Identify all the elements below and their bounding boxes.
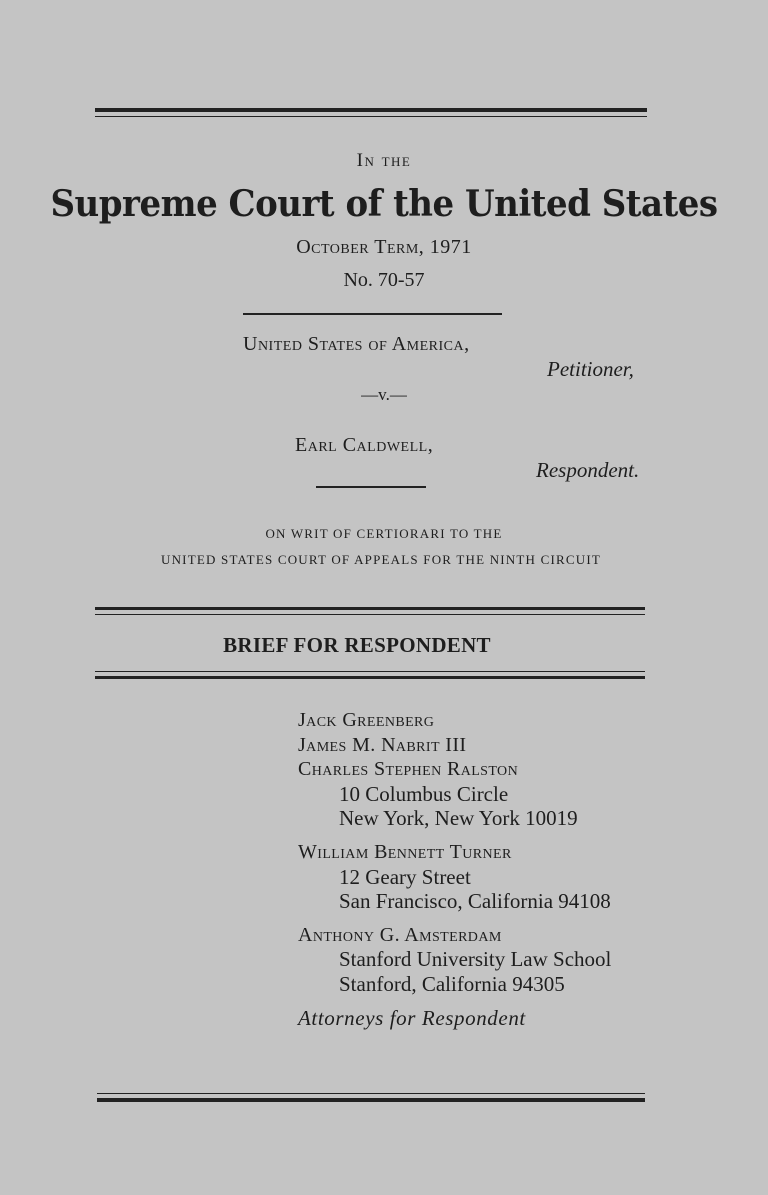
address-line: Stanford, California 94305 bbox=[339, 971, 565, 996]
petitioner-role: Petitioner, bbox=[547, 357, 634, 381]
bottom-thin-rule bbox=[97, 1093, 645, 1094]
attorney-group-2 bbox=[298, 840, 611, 914]
attorney-name: Jack Greenberg bbox=[298, 709, 435, 731]
top-thin-rule bbox=[95, 116, 647, 117]
attorney-name: William Bennett Turner bbox=[298, 840, 512, 863]
title-bottom-rule-thin bbox=[95, 671, 645, 672]
short-rule-1 bbox=[243, 313, 502, 315]
attorney-name: Anthony G. Amsterdam bbox=[298, 923, 502, 946]
in-the-label: In the bbox=[356, 150, 412, 171]
respondent-role: Respondent. bbox=[536, 458, 640, 482]
versus-label: —v.— bbox=[361, 385, 407, 404]
attorney-group-1 bbox=[298, 708, 611, 831]
short-rule-2 bbox=[316, 486, 426, 488]
address-line: San Francisco, California 94108 bbox=[339, 889, 611, 914]
petitioner-name: United States of America, bbox=[243, 333, 470, 355]
title-top-rule-thin bbox=[95, 614, 645, 615]
attorney-group-3 bbox=[298, 923, 611, 997]
writ-line-2: UNITED STATES COURT OF APPEALS FOR THE NINTH CIRCUIT bbox=[160, 552, 601, 567]
respondent-name: Earl Caldwell, bbox=[295, 434, 434, 456]
address-line: 10 Columbus Circle bbox=[339, 781, 509, 806]
attorneys-block bbox=[298, 708, 611, 1030]
docket-number: No. 70-57 bbox=[343, 269, 425, 291]
top-thick-rule bbox=[95, 108, 647, 112]
address-line: 12 Geary Street bbox=[339, 864, 471, 889]
title-bottom-rule-thick bbox=[95, 676, 645, 679]
brief-title: BRIEF FOR RESPONDENT bbox=[223, 633, 491, 657]
term-line: October Term, 1971 bbox=[296, 236, 472, 258]
attorney-name: James M. Nabrit III bbox=[298, 733, 467, 756]
attorney-name: Charles Stephen Ralston bbox=[298, 758, 519, 781]
address-line: Stanford University Law School bbox=[339, 947, 612, 972]
title-top-rule-thick bbox=[95, 607, 645, 610]
bottom-thick-rule bbox=[97, 1098, 645, 1102]
writ-line-1: ON WRIT OF CERTIORARI TO THE bbox=[265, 526, 503, 541]
attorneys-label: Attorneys for Respondent bbox=[298, 1005, 526, 1030]
address-line: New York, New York 10019 bbox=[339, 806, 578, 831]
court-name: Supreme Court of the United States bbox=[50, 182, 718, 226]
